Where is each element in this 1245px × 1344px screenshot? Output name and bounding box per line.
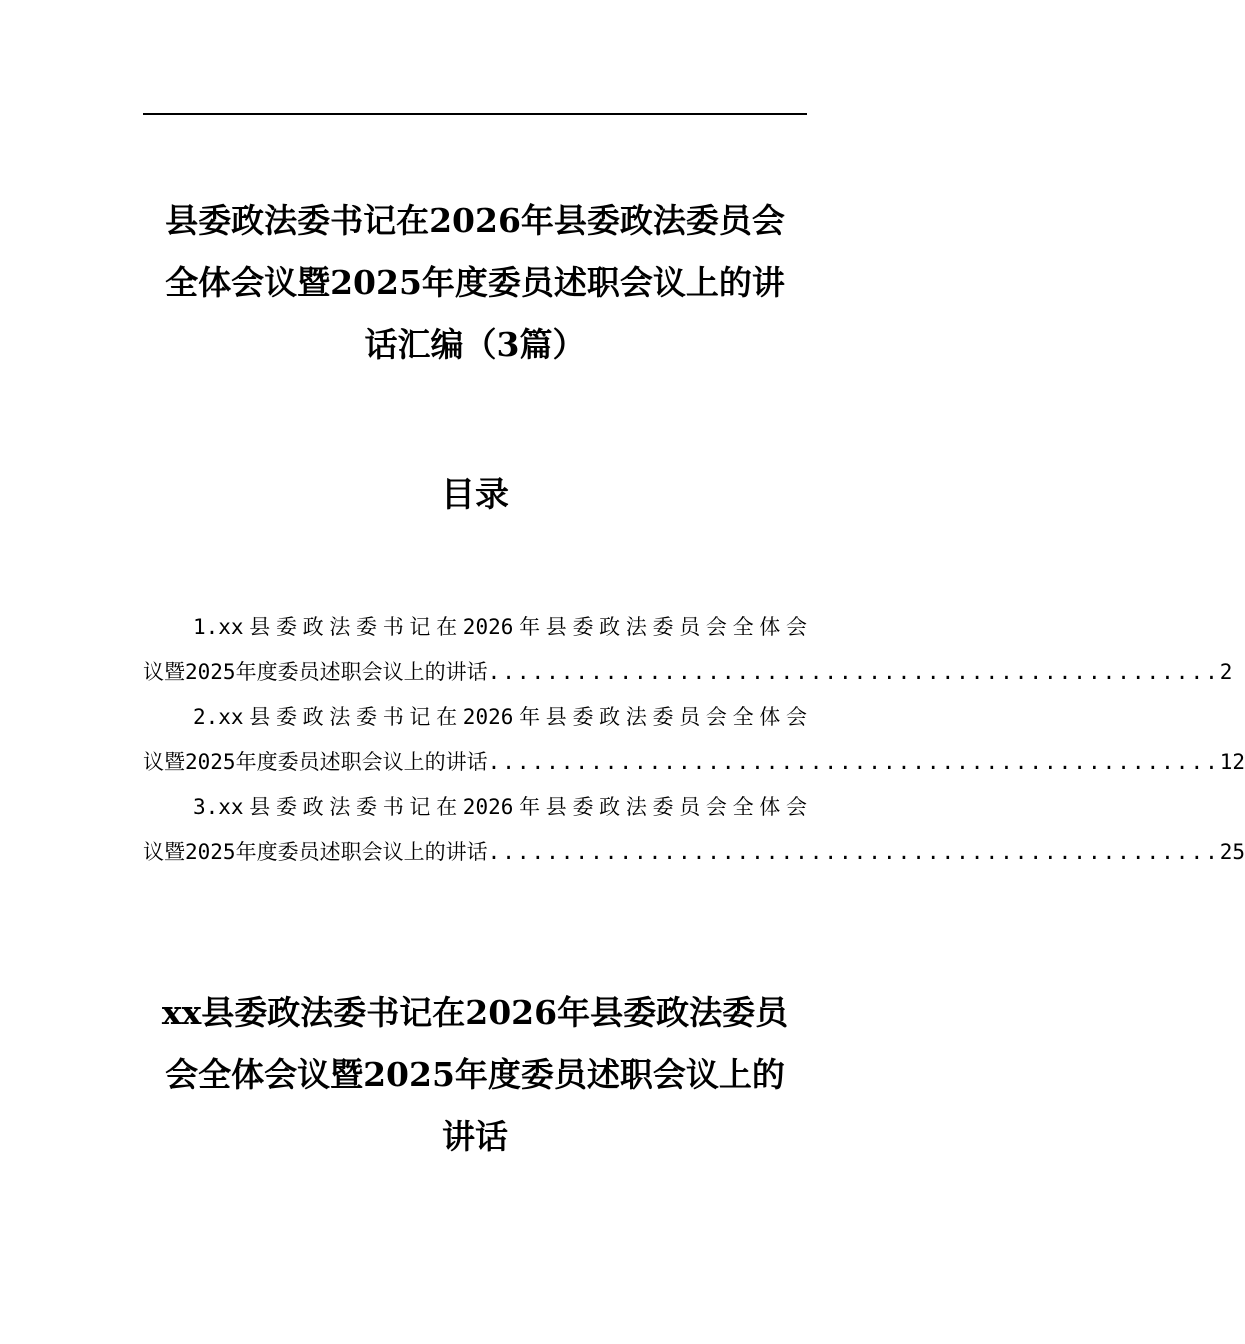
- toc-entry-title-cont: 议暨2025年度委员述职会议上的讲话: [143, 660, 488, 684]
- toc-entry[interactable]: [143, 695, 1245, 785]
- toc-entry-title: 1.xx县委政法委书记在2026年县委政法委员会全体会: [193, 615, 807, 639]
- toc-entry-title: 3.xx县委政法委书记在2026年县委政法委员会全体会: [193, 795, 807, 819]
- table-of-contents: [143, 605, 1245, 875]
- section-title-line: 讲话: [442, 1117, 508, 1156]
- section-title-line: 会全体会议暨2025年度委员述职会议上的: [165, 1055, 785, 1094]
- document-title-line: 县委政法委书记在2026年县委政法委员会: [165, 201, 785, 240]
- section-title: [143, 982, 807, 1168]
- document-title: [143, 190, 807, 376]
- header-rule: [143, 113, 807, 115]
- toc-leader-dots: ..................................................: [487, 750, 1220, 774]
- toc-entry-title: 2.xx县委政法委书记在2026年县委政法委员会全体会: [193, 705, 807, 729]
- toc-heading: 目录: [441, 475, 509, 515]
- toc-entry-title-cont: 议暨2025年度委员述职会议上的讲话: [143, 750, 488, 774]
- toc-leader-dots: ..................................................: [487, 660, 1220, 684]
- toc-entry-continuation: [143, 830, 1245, 875]
- toc-entry[interactable]: [143, 605, 1233, 695]
- toc-entry-continuation: [143, 650, 1233, 695]
- toc-page-number: 12: [1219, 750, 1245, 774]
- toc-page-number: 25: [1219, 840, 1245, 864]
- toc-leader-dots: ..................................................: [487, 840, 1220, 864]
- toc-entry[interactable]: [143, 785, 1245, 875]
- toc-entry-continuation: [143, 740, 1245, 785]
- document-title-line: 全体会议暨2025年度委员述职会议上的讲: [165, 263, 785, 302]
- toc-entry-title-cont: 议暨2025年度委员述职会议上的讲话: [143, 840, 488, 864]
- toc-page-number: 2: [1219, 660, 1233, 684]
- document-title-line: 话汇编（3篇）: [364, 325, 586, 364]
- section-title-line: xx县委政法委书记在2026年县委政法委员: [161, 993, 789, 1032]
